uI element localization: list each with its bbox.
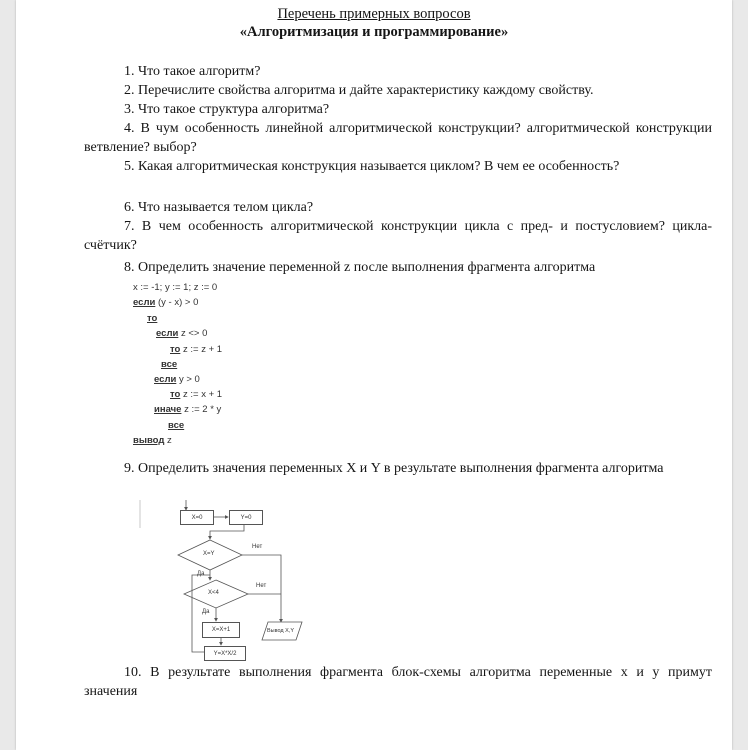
flowchart [16,0,732,750]
assign-1: z := z + 1 [182,344,223,355]
question-1: 1. Что такое алгоритм? [124,64,261,79]
no-label-2: Нет [256,583,267,589]
condition-2: z <> 0 [180,328,208,339]
init-y-box: Y=0 [229,510,263,525]
output-label: Вывод X,Y [267,628,295,634]
condition-1: (y - x) > 0 [157,297,199,308]
keyword-then: то [147,313,158,324]
cond1-label: X=Y [203,551,215,557]
no-label-1: Нет [252,544,263,550]
cond2-label: X<4 [208,590,219,596]
question-7: 7. В чем особенность алгоритмической конструкции цикла с пред- и постусловием? цикла-счётчик? [84,219,712,253]
assign-3: z := 2 * y [184,404,222,415]
question-5: 5. Какая алгоритмическая конструкция называется циклом? В чем ее особенность? [124,159,620,174]
keyword-if: если [154,374,177,385]
question-10: 10. В результате выполнения фрагмента блок-схемы алгоритма переменные х и у примут значения [84,665,712,699]
keyword-if: если [156,328,179,339]
keyword-end: все [168,420,185,431]
yes-label-2: Да [202,609,210,615]
keyword-else: иначе [154,404,182,415]
assign-2: z := x + 1 [182,389,223,400]
step-x-box: X=X+1 [202,622,240,638]
keyword-then: то [170,344,181,355]
flowchart-lines [16,0,732,750]
question-2: 2. Перечислите свойства алгоритма и дайте характеристику каждому свойству. [124,83,594,98]
question-4: 4. В чум особенность линейной алгоритмической конструкции? алгоритмической конструкции ветвление? выбор? [84,121,712,155]
step-y-box: Y=X*X/2 [204,646,246,661]
code-line-init: x := -1; y := 1; z := 0 [133,282,218,293]
yes-label-1: Да [197,571,205,577]
condition-3: y > 0 [178,374,200,385]
question-6: 6. Что называется телом цикла? [124,200,314,215]
keyword-then: то [170,389,181,400]
output-var: z [167,435,172,446]
keyword-end: все [161,359,178,370]
document-page [16,0,732,750]
question-8: 8. Определить значение переменной z после выполнения фрагмента алгоритма [124,260,596,275]
page-title: Перечень примерных вопросов [277,6,471,22]
question-3: 3. Что такое структура алгоритма? [124,102,330,117]
page-subtitle: «Алгоритмизация и программирование» [239,24,509,40]
question-9: 9. Определить значения переменных X и Y в результате выполнения фрагмента алгоритма [124,461,664,476]
flow-arrow-to-cond1 [210,524,244,539]
init-x-box: X=0 [180,510,214,525]
keyword-output: вывод [133,435,165,446]
keyword-if: если [133,297,156,308]
